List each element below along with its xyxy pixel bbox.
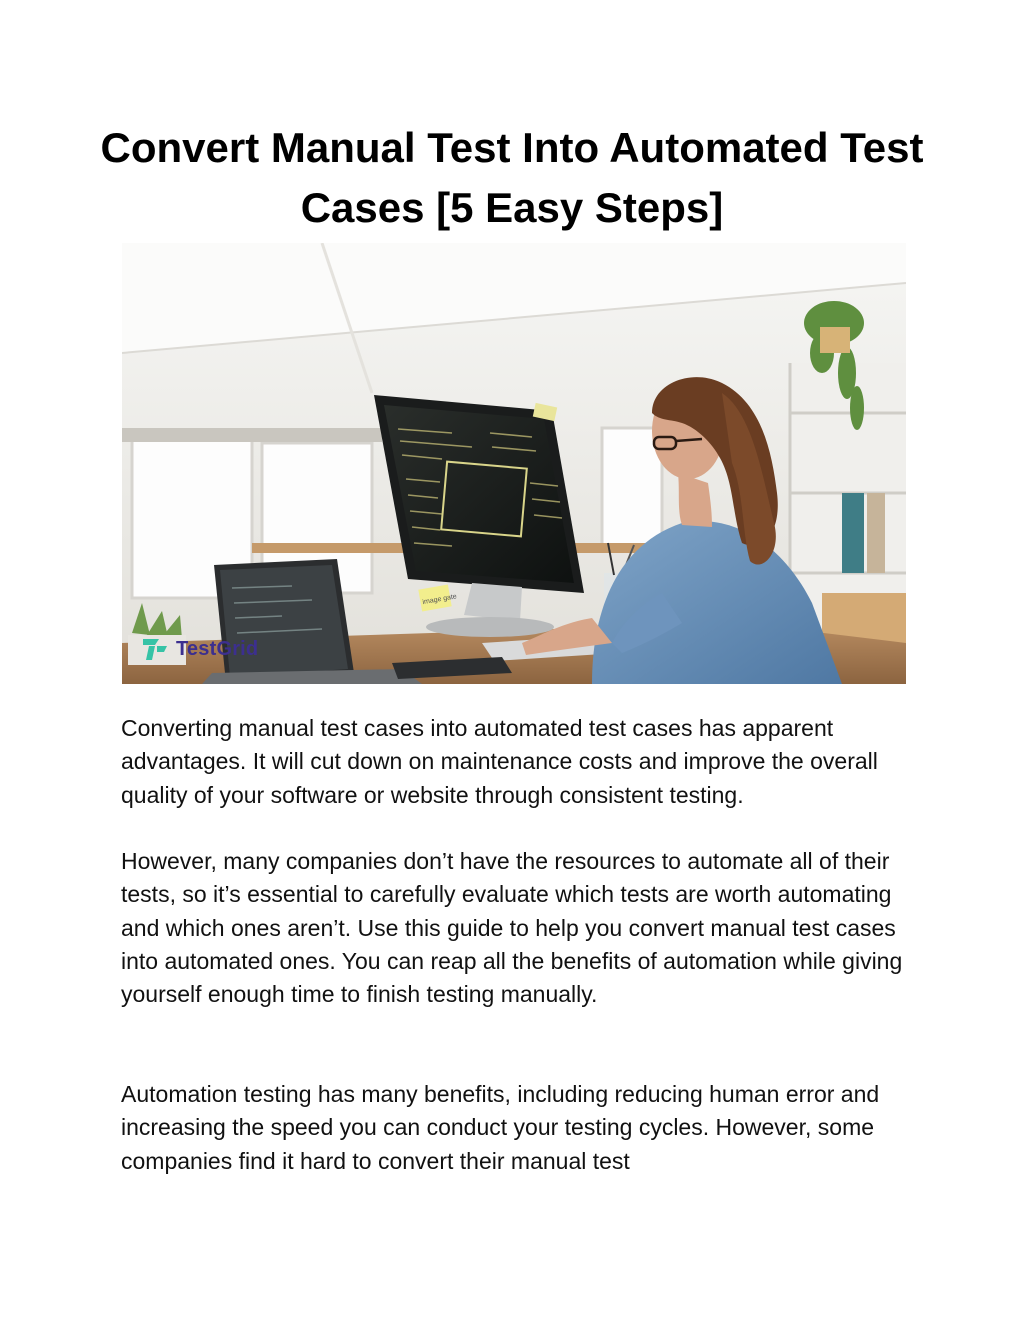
- sticky-note-text: image gate: [422, 593, 458, 607]
- page-title: Convert Manual Test Into Automated Test Cases [5 Easy Steps]: [100, 124, 924, 231]
- logo-text: TestGrid: [176, 637, 259, 660]
- testgrid-logo-icon: [140, 634, 170, 664]
- paragraph-1: Converting manual test cases into automated test cases has apparent advantages. It will cut down on maintenance costs and improve the overall quality of your software or website through consistent testing.: [121, 715, 878, 808]
- hero-image: [122, 243, 906, 684]
- paragraph-3: Automation testing has many benefits, including reducing human error and increasing the speed you can conduct your testing cycles. However, some companies find it hard to convert their manual test: [121, 1081, 880, 1174]
- testgrid-logo: [140, 634, 258, 664]
- paragraph-2: However, many companies don’t have the resources to automate all of their tests, so it’s essential to carefully evaluate which tests are worth automating and which ones aren’t. Use this guide to help you convert manual test cases into automated ones. You can reap all the benefits of automation while giving yourself enough time to finish testing manually.: [121, 848, 903, 1008]
- hero-illustration: [122, 243, 906, 684]
